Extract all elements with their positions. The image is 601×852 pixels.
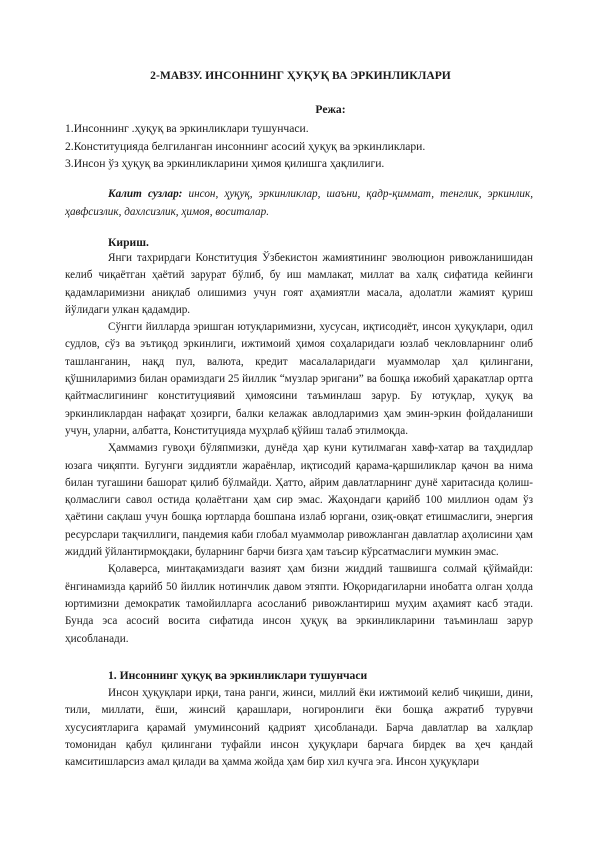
plan-list <box>65 120 535 173</box>
section-body <box>65 685 533 771</box>
plan-item: 1.Инсоннинг .ҳуқуқ ва эркинликлари тушунчаси. <box>65 122 309 135</box>
intro-paragraph: Янги тахрирдаги Конституция Ўзбекистон жамиятининг эволюцион ривожланишидан келиб чиқаётган ҳаётий зарурат бўлиб, бу иш мамлакат, миллат ва халқ сифатида кейинги қадамларимизни аниқлаб олишимиз учун гоят аҳамиятли масала, адолатли жамият қуриш йўлидаги улкан қадамдир. <box>65 252 533 316</box>
keywords-label: Калит сузлар: <box>108 188 183 200</box>
intro-paragraph: Сўнгги йилларда эришган ютуқларимизни, хусусан, иқтисодиёт, инсон ҳуқуқлари, одил судлов, сўз ва эътиқод эркинлиги, ижтимоий ҳимоя соҳаларидаги юзлаб чекловларнинг олиб ташланганин, нақд пул, валюта, кредит масалаларидаги муаммолар ҳал қилингани, қўшниларимиз билан орамиздаги 25 йиллик “музлар эригани” ва бошқа ижобий ҳаракатлар ортга қайтмаслигининг конституциявий ҳимоясини таъминлаш зарур. Бу ютуқлар, ҳуқуқ ва эркинликлардан нафақат ҳозирги, балки келажак авлодларимиз ҳам эмин-эркин фойдаланиши учун, уларни, албатта, Конституцияда муҳрлаб қўйиш талаб этилмоқда. <box>65 321 533 437</box>
section-paragraph: Инсон ҳуқуқлари ирқи, тана ранги, жинси, миллий ёки ижтимоий келиб чиқиши, дини, тили, миллати, ёши, жинсий қарашлари, ногиронлиги ёки бошқа ажратиб турувчи хусусиятларига қарамай умуминсоний қадрият ҳисобланади. Барча давлатлар ва халқлар томонидан қабул қилингани туфайли инсон ҳуқуқлари барчага бирдек ва ҳеч қандай камситишларсиз амал қилади ва ҳамма жойда ҳам бир хил кучга эга. Инсон ҳуқуқлари <box>65 687 533 769</box>
intro-paragraph: Қолаверса, минтақамиздаги вазият ҳам бизни жиддий ташвишга солмай қўймайди: ёнгинамизда қарийб 50 йиллик нотинчлик давом этяпти. Юқоридагиларни инобатга олган ҳолда юртимизни демократик тамойилларга асосланиб ривожлантириш муҳим аҳамият касб этади. Бунда эса асосий восита сифатида инсон ҳуқуқ ва эркинликларини таъминлаш зарур ҳисобланади. <box>65 563 533 645</box>
plan-item: 2.Конституцияда белгиланган инсоннинг асосий ҳуқуқ ва эркинликлари. <box>65 139 426 153</box>
intro-heading: Кириш. <box>108 236 149 249</box>
keywords-text: инсон, ҳуқуқ, эркинликлар, шаъни, қадр-қиммат, тенглик, эркинлик, ҳавфсизлик, дахлсизлик, ҳимоя, воситалар. <box>65 188 533 218</box>
section-heading: 1. Инсоннинг ҳуқуқ ва эркинликлари тушунчаси <box>108 669 368 682</box>
plan-heading: Режа: <box>315 103 346 116</box>
intro-paragraph: Ҳаммамиз гувоҳи бўляпмизки, дунёда ҳар куни кутилмаган хавф-хатар ва таҳдидлар юзага чиқяпти. Бугунги зиддиятли жараёнлар, иқтисодий қарама-қаршиликлар қачон ва нима билан тугашини башорат қилиб бўлмайди. Ҳатто, айрим давлатларнинг дунё харитасида қолиш-қолмаслиги савол остида қолаётгани ҳам сир эмас. Жаҳондаги қарийб 100 миллион одам ўз ҳаётини сақлаш учун бошқа юртларда бошпана излаб юргани, озиқ-овқат етишмаслиги, энергия ресурслари тақчиллиги, пандемия каби глобал муаммолар ривожланган давлатлар аҳолисини ҳам жиддий ўйлантирмоқдаки, буларнинг барчи бизга ҳам таъсир кўрсатмаслиги мумкин эмас. <box>65 442 533 559</box>
keywords-paragraph <box>65 186 533 221</box>
document-title: 2-МАВЗУ. ИНСОННИНГ ҲУҚУҚ ВА ЭРКИНЛИКЛАРИ <box>150 69 451 82</box>
intro-body <box>65 250 533 648</box>
plan-item: 3.Инсон ўз ҳуқуқ ва эркинликларини ҳимоя қилишга ҳақлилиги. <box>65 157 385 170</box>
